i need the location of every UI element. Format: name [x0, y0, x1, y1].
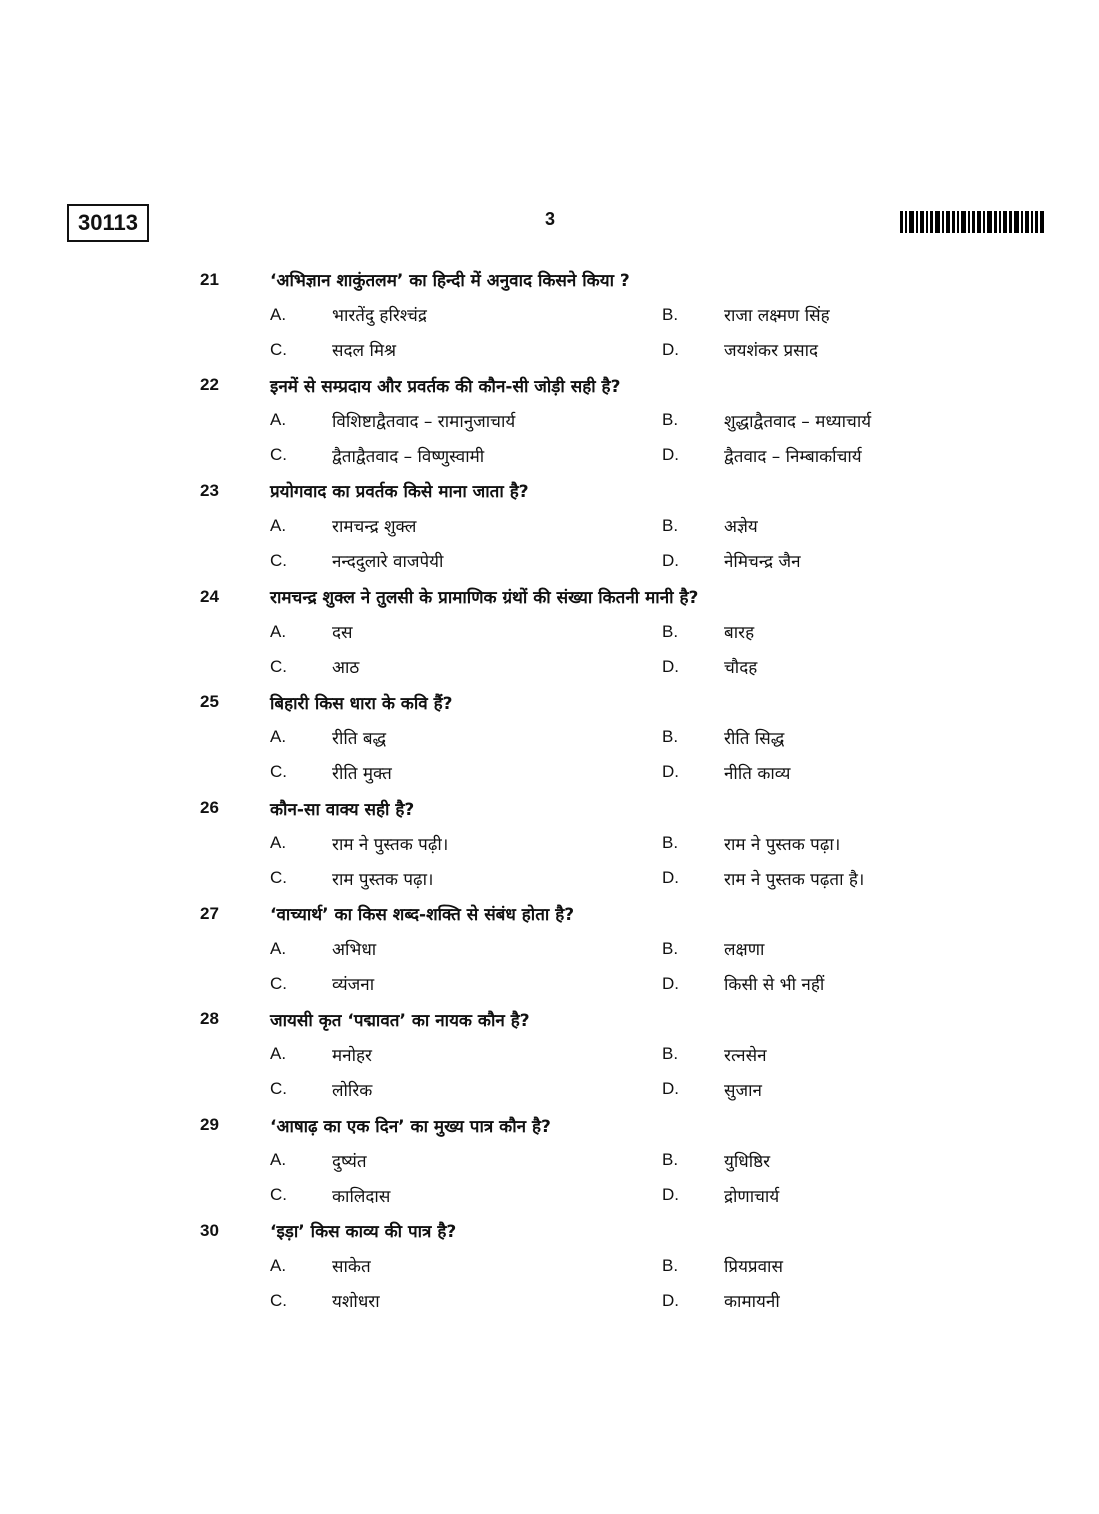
option-c: [190, 655, 662, 678]
option-letter: B.: [662, 304, 679, 324]
option-c: [190, 549, 662, 572]
option-b: [662, 832, 840, 855]
option-text: रीति सिद्ध: [724, 728, 785, 749]
option-letter: B.: [662, 410, 679, 430]
option-text: किसी से भी नहीं: [724, 975, 825, 996]
option-a: [190, 1043, 662, 1066]
option-text: मनोहर: [332, 1045, 372, 1066]
option-b: [662, 726, 784, 749]
option-text: अभिधा: [332, 940, 377, 961]
option-b: [662, 1149, 770, 1172]
option-letter: A.: [270, 727, 287, 747]
option-text: जयशंकर प्रसाद: [724, 341, 819, 361]
option-letter: B.: [662, 1255, 679, 1275]
option-text: चौदह: [724, 658, 758, 679]
option-text: आठ: [332, 658, 360, 679]
option-b: [662, 937, 764, 960]
option-c: [190, 1289, 662, 1312]
option-text: द्रोणाचार्य: [724, 1186, 780, 1207]
option-letter: D.: [662, 656, 679, 676]
option-letter: A.: [270, 304, 287, 324]
question-21: [190, 262, 950, 367]
option-letter: B.: [662, 621, 679, 641]
option-text: द्वैतवाद – निम्बार्काचार्य: [724, 446, 862, 467]
option-text: दस: [332, 623, 353, 644]
option-letter: D.: [662, 1185, 679, 1205]
option-text: बारह: [724, 623, 755, 644]
option-text: रीति मुक्त: [332, 763, 392, 784]
question-number: 26: [200, 798, 219, 817]
option-text: सुजान: [724, 1080, 762, 1101]
option-letter: B.: [662, 1044, 679, 1064]
option-letter: C.: [270, 973, 287, 993]
option-letter: C.: [270, 656, 287, 676]
question-number: 21: [200, 269, 219, 289]
question-number: 24: [200, 586, 219, 606]
option-letter: C.: [270, 550, 287, 570]
option-d: [662, 761, 790, 784]
option-letter: A.: [270, 621, 287, 641]
option-text: शुद्धाद्वैतवाद – मध्याचार्य: [724, 411, 872, 432]
option-b: [662, 409, 871, 432]
question-text: रामचन्द्र शुक्ल ने तुलसी के प्रामाणिक ग्रंथों की संख्या कितनी मानी है?: [270, 588, 699, 609]
option-d: [662, 444, 862, 467]
option-b: [662, 1254, 783, 1277]
question-text: ‘अभिज्ञान शाकुंतलम’ का हिन्दी में अनुवाद किसने किया ?: [270, 271, 630, 291]
option-text: राम ने पुस्तक पढ़ता है।: [724, 869, 865, 890]
option-text: राम ने पुस्तक पढ़ी।: [332, 834, 449, 855]
option-c: [190, 338, 662, 361]
option-letter: A.: [270, 1255, 287, 1275]
option-a: [190, 1254, 662, 1277]
option-a: [190, 726, 662, 749]
option-a: [190, 409, 662, 432]
question-number: 22: [200, 375, 219, 395]
option-text: राम ने पुस्तक पढ़ा।: [724, 834, 841, 855]
question-27: [190, 896, 950, 1001]
option-letter: B.: [662, 1150, 679, 1170]
option-text: दुष्यंत: [332, 1151, 367, 1172]
option-text: रत्नसेन: [724, 1045, 767, 1066]
option-letter: D.: [662, 1290, 679, 1310]
option-c: [190, 1078, 662, 1101]
option-text: लक्षणा: [724, 940, 765, 961]
option-d: [662, 867, 864, 890]
option-text: भारतेंदु हरिश्चंद्र: [332, 306, 427, 326]
question-30: [190, 1213, 950, 1318]
option-text: सदल मिश्र: [332, 341, 397, 361]
option-letter: C.: [270, 762, 287, 782]
option-d: [662, 655, 757, 678]
option-text: व्यंजना: [332, 975, 375, 996]
option-letter: C.: [270, 1185, 287, 1205]
question-22: [190, 368, 950, 473]
question-number: 30: [200, 1220, 219, 1240]
option-letter: D.: [662, 550, 679, 570]
option-letter: C.: [270, 339, 287, 359]
question-26: [190, 791, 950, 896]
question-28: [190, 1002, 950, 1107]
option-letter: D.: [662, 1079, 679, 1099]
option-text: रामचन्द्र शुक्ल: [332, 517, 417, 538]
option-b: [662, 620, 754, 643]
option-letter: A.: [270, 833, 287, 852]
option-text: राम पुस्तक पढ़ा।: [332, 869, 434, 890]
question-text: प्रयोगवाद का प्रवर्तक किसे माना जाता है?: [270, 482, 529, 503]
question-23: [190, 473, 950, 578]
question-25: [190, 685, 950, 790]
option-letter: B.: [662, 727, 679, 747]
question-text: ‘इड़ा’ किस काव्य की पात्र है?: [270, 1222, 457, 1243]
paper-code: 30113: [67, 204, 149, 242]
option-c: [190, 972, 662, 995]
option-letter: B.: [662, 515, 679, 535]
question-text: ‘वाच्यार्थ’ का किस शब्द-शक्ति से संबंध होता है?: [270, 905, 575, 926]
option-d: [662, 1289, 780, 1312]
option-a: [190, 620, 662, 643]
option-b: [662, 514, 758, 537]
option-letter: A.: [270, 410, 287, 430]
option-text: प्रियप्रवास: [724, 1257, 783, 1278]
option-text: नन्ददुलारे वाजपेयी: [332, 552, 444, 573]
option-d: [662, 338, 818, 361]
option-letter: B.: [662, 938, 679, 958]
question-text: इनमें से सम्प्रदाय और प्रवर्तक की कौन-सी जोड़ी सही है?: [270, 376, 621, 397]
question-number: 29: [200, 1115, 219, 1135]
option-letter: D.: [662, 868, 679, 887]
option-text: यशोधरा: [332, 1292, 380, 1313]
option-d: [662, 1078, 762, 1101]
question-text: ‘आषाढ़ का एक दिन’ का मुख्य पात्र कौन है?: [270, 1116, 551, 1137]
option-text: कालिदास: [332, 1186, 391, 1207]
option-b: [662, 1043, 767, 1066]
question-24: [190, 579, 950, 684]
option-letter: A.: [270, 515, 287, 535]
barcode: [900, 211, 1046, 233]
option-text: द्वैताद्वैतवाद – विष्णुस्वामी: [332, 446, 485, 467]
option-letter: C.: [270, 868, 287, 887]
option-a: [190, 1149, 662, 1172]
option-text: नीति काव्य: [724, 763, 791, 784]
question-29: [190, 1108, 950, 1213]
option-text: कामायनी: [724, 1292, 780, 1313]
option-letter: C.: [270, 1079, 287, 1099]
option-text: रीति बद्ध: [332, 728, 387, 749]
question-number: 28: [200, 1009, 219, 1029]
option-letter: C.: [270, 445, 287, 465]
question-number: 23: [200, 480, 219, 500]
option-letter: D.: [662, 445, 679, 465]
question-number: 25: [200, 692, 219, 712]
option-text: राजा लक्ष्मण सिंह: [724, 306, 830, 326]
option-text: विशिष्टाद्वैतवाद – रामानुजाचार्य: [332, 411, 516, 432]
option-b: [662, 303, 830, 326]
option-c: [190, 444, 662, 467]
option-text: लोरिक: [332, 1080, 373, 1101]
option-letter: C.: [270, 1290, 287, 1310]
question-text: जायसी कृत ‘पद्मावत’ का नायक कौन है?: [270, 1010, 530, 1031]
option-a: [190, 514, 662, 537]
option-letter: A.: [270, 1150, 287, 1170]
option-text: अज्ञेय: [724, 517, 758, 538]
question-number: 27: [200, 903, 219, 923]
option-d: [662, 549, 801, 572]
option-letter: B.: [662, 833, 679, 852]
option-text: साकेत: [332, 1257, 371, 1278]
option-a: [190, 303, 662, 326]
question-text: कौन-सा वाक्य सही है?: [270, 799, 415, 820]
option-letter: D.: [662, 762, 679, 782]
page-number: 3: [544, 209, 555, 229]
question-text: बिहारी किस धारा के कवि हैं?: [270, 693, 453, 714]
option-a: [190, 832, 662, 855]
option-d: [662, 972, 824, 995]
option-text: युधिष्ठिर: [724, 1151, 771, 1172]
option-letter: D.: [662, 973, 679, 993]
option-letter: A.: [270, 1044, 287, 1064]
option-text: नेमिचन्द्र जैन: [724, 552, 801, 573]
option-c: [190, 867, 662, 890]
option-a: [190, 937, 662, 960]
option-letter: A.: [270, 938, 287, 958]
option-letter: D.: [662, 339, 679, 359]
option-c: [190, 761, 662, 784]
option-d: [662, 1184, 779, 1207]
option-c: [190, 1184, 662, 1207]
